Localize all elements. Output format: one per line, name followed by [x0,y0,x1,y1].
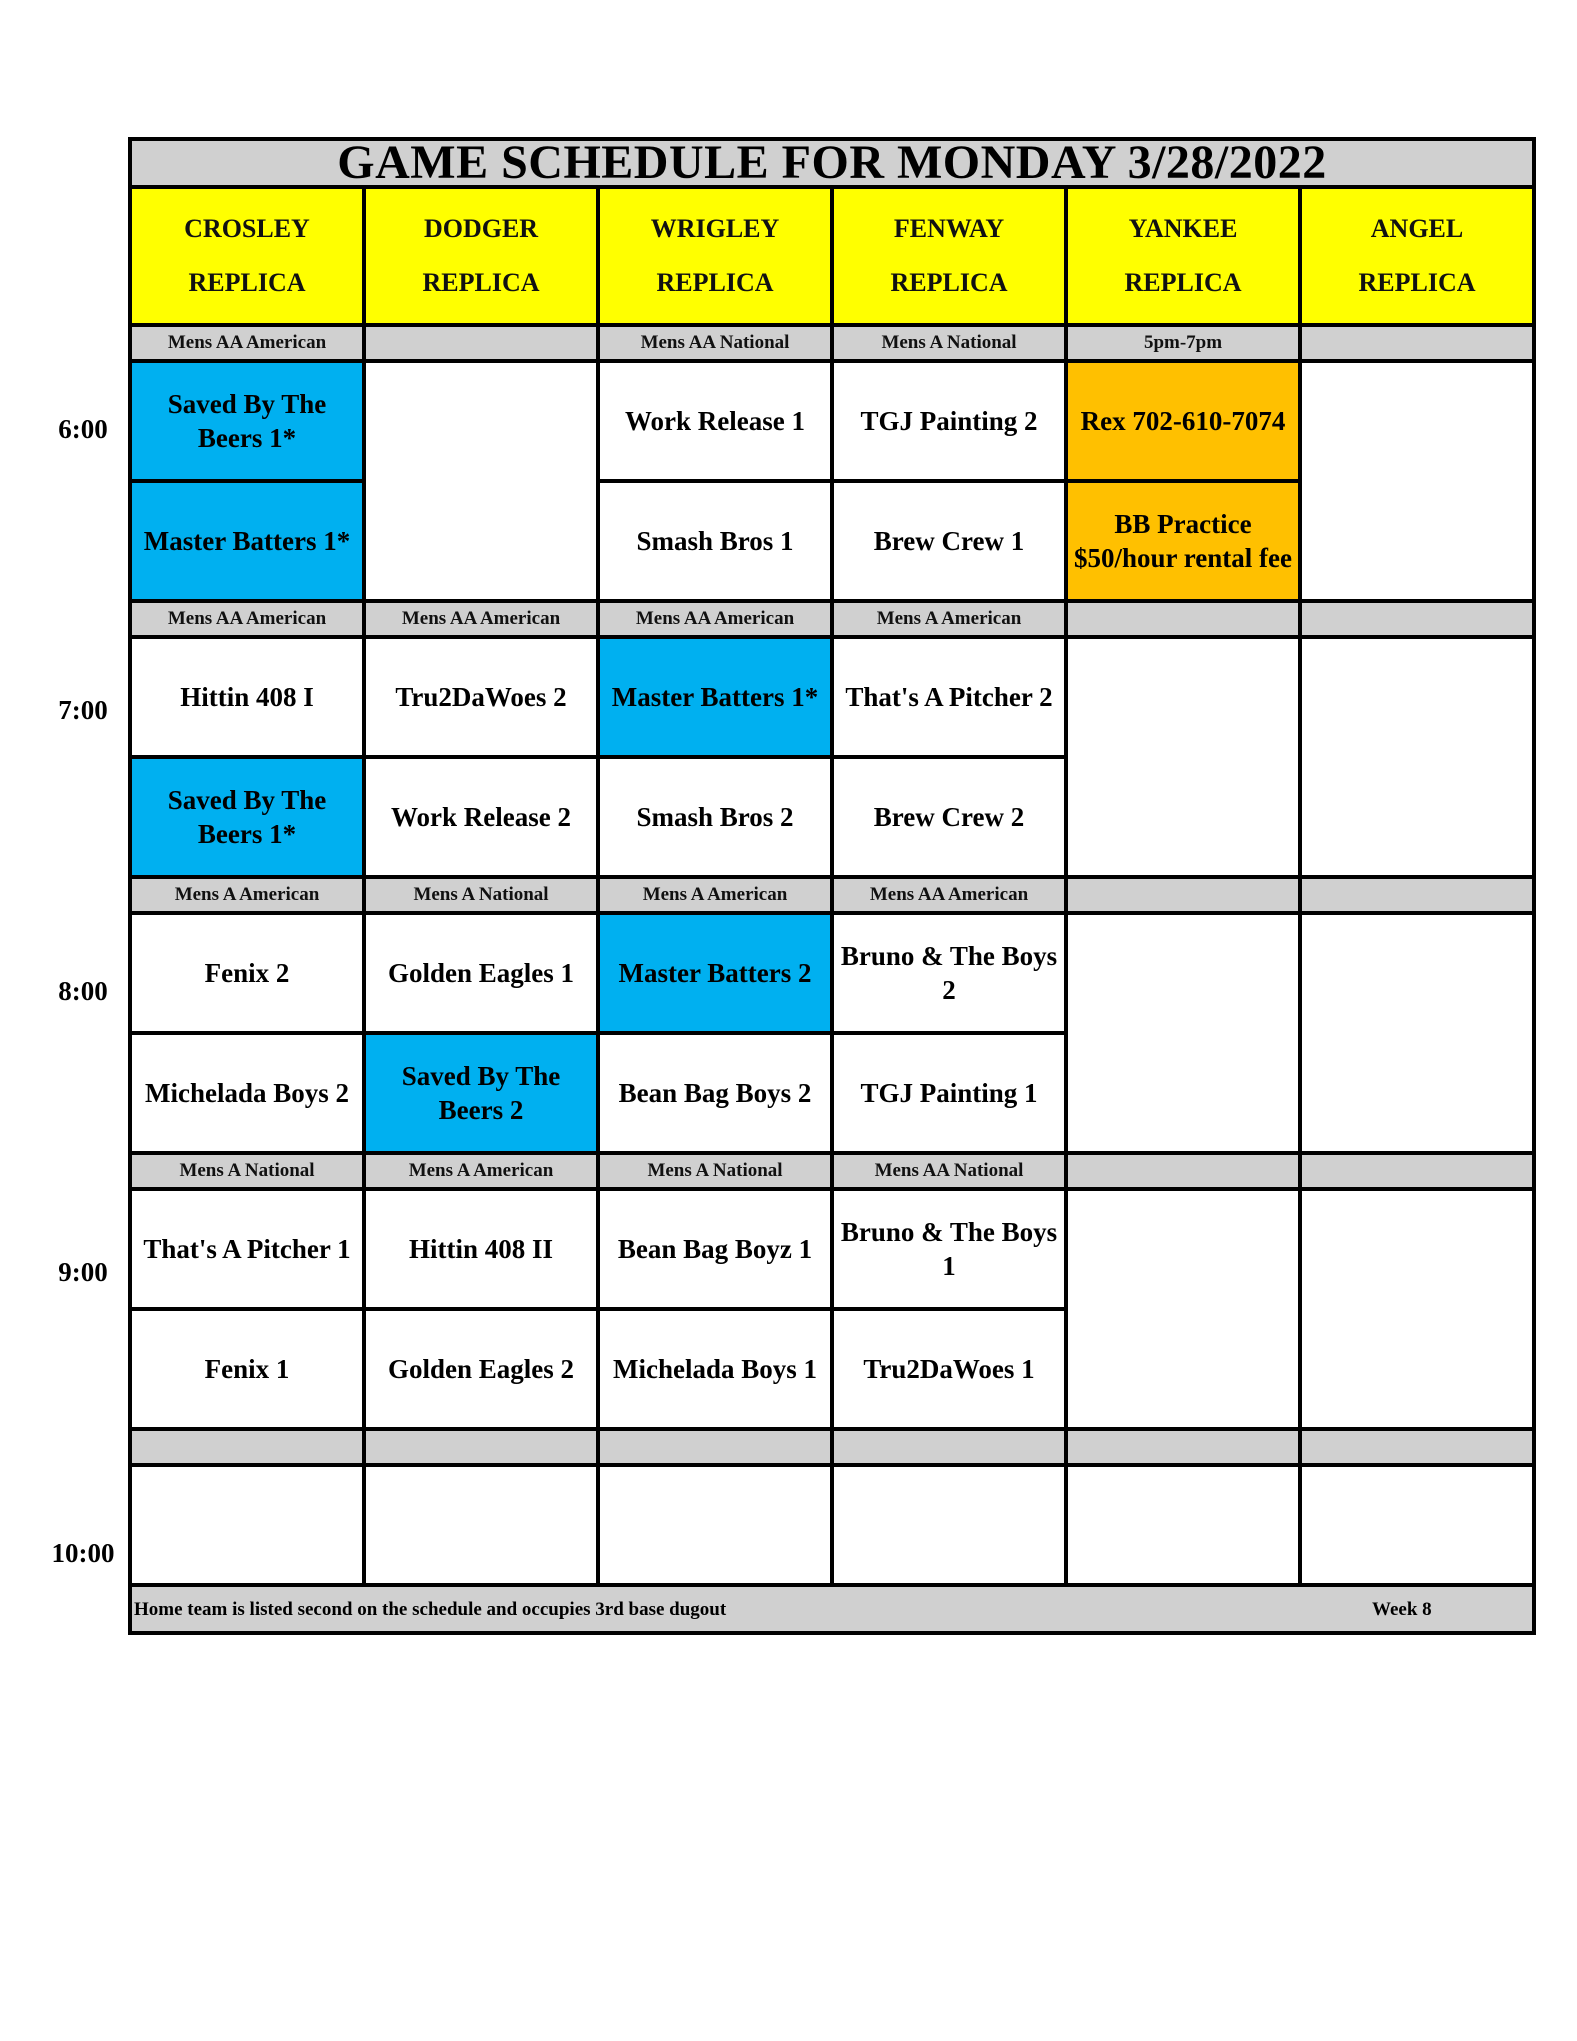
field-sub: REPLICA [422,268,540,297]
field-header-crosley [130,187,364,325]
division-label-row [130,1153,1534,1189]
team-cell: That's A Pitcher 2 [832,637,1066,757]
team-cell: Master Batters 1* [598,637,832,757]
division-label: Mens AA American [364,601,598,637]
team-cell: Brew Crew 2 [832,757,1066,877]
team-cell: TGJ Painting 2 [832,361,1066,481]
team-cell: Work Release 2 [364,757,598,877]
time-10: 10:00 [51,1538,115,1568]
team-cell: Smash Bros 2 [598,757,832,877]
time-6: 6:00 [58,414,108,444]
division-label [1066,1429,1300,1465]
field-name: CROSLEY [184,214,310,243]
team-cell: Golden Eagles 2 [364,1309,598,1429]
team-cell: Bean Bag Boys 2 [598,1033,832,1153]
team-cell: Hittin 408 I [130,637,364,757]
team-cell: Saved By The Beers 1* [130,757,364,877]
team-cell: Bruno & The Boys 2 [832,913,1066,1033]
team-cell [598,1465,832,1585]
division-label: Mens AA National [832,1153,1066,1189]
footer-row [130,1585,1534,1633]
division-label [364,1429,598,1465]
team-cell: Bruno & The Boys 1 [832,1189,1066,1309]
division-label [1300,325,1534,361]
team-cell [364,1465,598,1585]
field-sub: REPLICA [188,268,306,297]
team-cell: Fenix 1 [130,1309,364,1429]
week-label: Week 8 [1372,1599,1432,1620]
team-cell: TGJ Painting 1 [832,1033,1066,1153]
team-cell [1300,1189,1534,1429]
team-cell: Master Batters 2 [598,913,832,1033]
division-label [1066,1153,1300,1189]
schedule-footer [130,1585,1534,1633]
division-label: Mens A American [832,601,1066,637]
field-header-wrigley [598,187,832,325]
time-9: 9:00 [58,1257,108,1287]
team-cell: That's A Pitcher 1 [130,1189,364,1309]
division-label: Mens A National [832,325,1066,361]
division-label [130,1429,364,1465]
field-header-angel [1300,187,1534,325]
division-label [1066,877,1300,913]
game-row [130,913,1534,1033]
game-row [130,361,1534,481]
home-team-note: Home team is listed second on the schedule and occupies 3rd base dugout [134,1599,727,1620]
field-name: ANGEL [1370,214,1464,243]
division-label: Mens A National [130,1153,364,1189]
field-name: FENWAY [893,214,1005,243]
division-label [1066,601,1300,637]
team-cell [1300,361,1534,601]
team-cell: Work Release 1 [598,361,832,481]
team-cell: Master Batters 1* [130,481,364,601]
time-8: 8:00 [58,976,108,1006]
schedule-table [128,137,1536,1635]
team-cell [1066,1465,1300,1585]
field-sub: REPLICA [1124,268,1242,297]
field-header-dodger [364,187,598,325]
division-label [1300,601,1534,637]
team-cell [1300,1465,1534,1585]
division-label [1300,1153,1534,1189]
team-cell [1066,1189,1300,1429]
game-row [130,1189,1534,1309]
team-cell: Fenix 2 [130,913,364,1033]
field-header-row [130,187,1534,325]
team-cell: Golden Eagles 1 [364,913,598,1033]
team-cell: Rex 702-610-7074 [1066,361,1300,481]
team-cell [1300,913,1534,1153]
field-header-yankee [1066,187,1300,325]
division-label-row [130,325,1534,361]
division-label [598,1429,832,1465]
team-cell: Hittin 408 II [364,1189,598,1309]
division-label: Mens A American [598,877,832,913]
schedule-title: GAME SCHEDULE FOR MONDAY 3/28/2022 [130,139,1534,187]
division-label: Mens A American [364,1153,598,1189]
division-label: Mens AA National [598,325,832,361]
field-name: YANKEE [1128,214,1238,243]
team-cell: Smash Bros 1 [598,481,832,601]
team-cell [832,1465,1066,1585]
team-cell [1066,637,1300,877]
division-label [832,1429,1066,1465]
field-name: WRIGLEY [650,214,780,243]
division-label: Mens A American [130,877,364,913]
field-sub: REPLICA [1358,268,1476,297]
field-sub: REPLICA [656,268,774,297]
field-name: DODGER [423,214,539,243]
team-cell: Saved By The Beers 1* [130,361,364,481]
team-cell: Saved By The Beers 2 [364,1033,598,1153]
game-row [130,637,1534,757]
team-cell: Tru2DaWoes 1 [832,1309,1066,1429]
team-cell: Michelada Boys 2 [130,1033,364,1153]
team-cell: Brew Crew 1 [832,481,1066,601]
team-cell: BB Practice $50/hour rental fee [1066,481,1300,601]
division-label-row [130,601,1534,637]
team-cell: Michelada Boys 1 [598,1309,832,1429]
division-label [1300,877,1534,913]
field-header-fenway [832,187,1066,325]
division-label: Mens A National [598,1153,832,1189]
division-label: 5pm-7pm [1066,325,1300,361]
field-sub: REPLICA [890,268,1008,297]
division-label: Mens AA American [598,601,832,637]
team-cell [130,1465,364,1585]
division-label [364,325,598,361]
division-label: Mens A National [364,877,598,913]
division-label: Mens AA American [130,601,364,637]
division-label-row [130,877,1534,913]
team-cell: Bean Bag Boyz 1 [598,1189,832,1309]
team-cell: Tru2DaWoes 2 [364,637,598,757]
division-label: Mens AA American [130,325,364,361]
time-7: 7:00 [58,695,108,725]
division-label [1300,1429,1534,1465]
team-cell [364,361,598,601]
division-label-row [130,1429,1534,1465]
division-label: Mens AA American [832,877,1066,913]
team-cell [1066,913,1300,1153]
team-cell [1300,637,1534,877]
